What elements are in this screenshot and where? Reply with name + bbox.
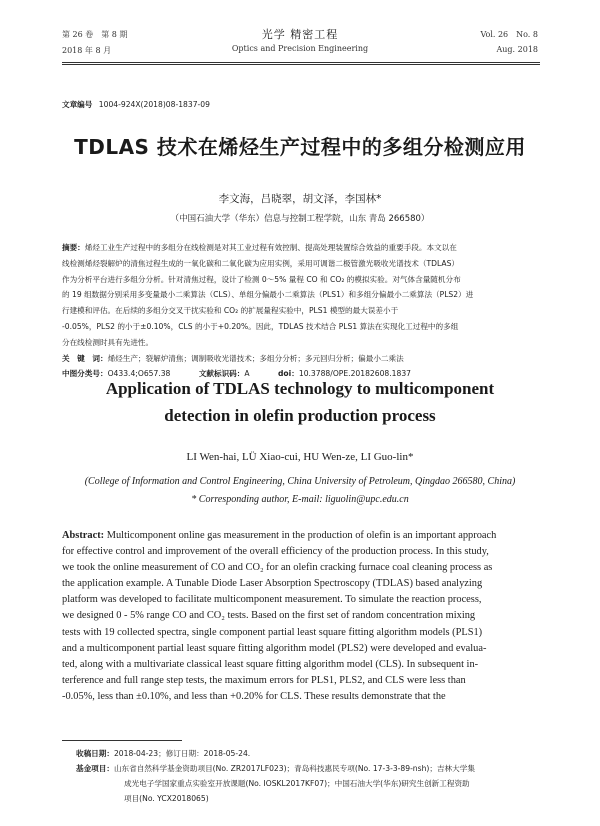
title-en-line: Application of TDLAS technology to multicomponent [105,379,495,398]
corresponding-author: * Corresponding author, E-mail: liguolin@upc.edu.cn [191,494,409,505]
abstract-cn-line: 行建模和评估。在后续的多组分交叉干扰实验和 CO₂ 的扩展量程实验中，PLS1 模型的最大误差小于 [62,306,399,316]
abstract-en-line: terference and full range step tests, the maximum errors for PLS1, PLS2, and CLS were less than [62,674,466,686]
doc-code-value: A [244,369,250,379]
affiliation-cn: （中国石油大学（华东）信息与控制工程学院，山东 青岛 266580） [170,214,430,224]
received-value: 2018-04-23；修订日期：2018-05-24. [113,749,251,758]
abstract-en-line: platform was developed to facilitate multicomponent measurement. To simulate the reaction process, [62,594,482,606]
abstract-cn-line: 分在线检测时具有先进性。 [62,337,154,347]
header-date-cn: 2018 年 8 月 [62,46,112,55]
received-label: 收稿日期： [76,749,114,758]
abstract-en-line: and a multicomponent partial least square fitting algorithm model (PLS2) were developed and evalua- [62,642,487,654]
authors-en: LI Wen-hai, LÜ Xiao-cui, HU Wen-ze, LI Guo-lin* [186,451,414,463]
article-number-value: 1004-924X(2018)08-1837-09 [98,100,210,109]
abstract-cn-line: 作为分析平台进行多组分分析。针对清焦过程，设计了检测 0～5% 量程 CO 和 CO₂ 的模拟实验。对气体含量随机分布 [62,274,461,284]
header-volume-en: Vol. 26 No. 8 [480,30,538,39]
doi-label: doi： [278,369,299,379]
keywords-cn-value: 烯烃生产；裂解炉清焦；调制吸收光谱技术；多组分分析；多元回归分析；偏最小二乘法 [107,353,404,363]
abstract-cn-line: 线检测烯烃裂解炉的清焦过程生成的一氧化碳和二氧化碳为应用实例，采用可调谐二极管激光吸收光谱技术（TDLAS） [62,258,459,268]
abstract-en-line: Multicomponent online gas measurement in the production of olefin is an important approach [106,530,497,541]
title-en-line: detection in olefin production process [164,406,436,425]
clc-label: 中图分类号： [62,369,108,379]
authors-cn: 李文海，吕晓翠，胡文泽，李国林* [218,193,382,205]
abstract-en-line: we designed 0 - 5% range CO and CO₂ tests. Based on the first set of random concentration mixing [62,610,476,622]
title-en [0,375,600,429]
header-volume-cn: 第 26 卷 第 8 期 [62,30,128,39]
fund-line: 项目(No. YCX2018065) [124,794,209,803]
abstract-cn-line: -0.05%，PLS2 的小于±0.10%，CLS 的小于+0.20%。因此，TDLAS 技术结合 PLS1 算法在实现化工过程中的多组 [62,321,459,331]
article-number [62,99,210,110]
footnote [62,746,540,806]
clc-value: O433.4;O657.38 [107,369,171,379]
title-cn: TDLAS 技术在烯烃生产过程中的多组分检测应用 [74,135,526,159]
abstract-en-line: tests with 19 collected spectra, single component partial least square fitting algorithm models (PLS1) [62,626,483,638]
abstract-en-line: ted, along with a multivariate classical least square fitting algorithm model (CLS). In subsequent in- [62,658,479,670]
abstract-cn-line: 的 19 组数据分别采用多变量最小二乘算法（CLS）、单组分偏最小二乘算法（PLS1）和多组分偏最小二乘算法（PLS2）进 [62,290,474,300]
abstract-en-line: -0.05%, less than ±0.10%, and less than +0.20% for CLS. These results demonstrate that the [62,690,446,702]
article-number-label: 文章编号 [62,100,93,109]
doc-code-label: 文献标识码： [198,369,245,379]
abstract-en-label: Abstract: [62,530,105,541]
abstract-en-line: for effective control and improvement of the overall efficiency of the production process. In this study, [62,546,489,558]
doi-value: 10.3788/OPE.20182608.1837 [298,369,411,379]
header-journal-en: Optics and Precision Engineering [231,44,369,53]
abstract-cn-label: 摘要： [62,243,85,252]
header-journal-cn: 光学 精密工程 [261,28,339,41]
header-rule [62,62,540,63]
abstract-en-line: we took the online measurement of CO and CO₂ for an olefin cracking furnace coal cleaning process as [62,562,493,574]
abstract-cn [62,240,540,382]
fund-line: 山东省自然科学基金资助项目(No. ZR2017LF023)；青岛科技惠民专项(No. 17-3-3-89-nsh)；吉林大学集 [113,764,475,773]
header-date-en: Aug. 2018 [496,45,538,54]
fund-line: 成光电子学国家重点实验室开放课题(No. IOSKL2017KF07)；中国石油大学(华东)研究生创新工程资助 [124,779,470,788]
fund-label: 基金项目： [76,764,114,773]
abstract-en-line: the application example. A Tunable Diode Laser Absorption Spectroscopy (TDLAS) based analyzing [62,578,483,590]
keywords-cn-label: 关 键 词： [62,353,108,363]
abstract-en [62,528,540,705]
abstract-cn-line: 烯烃工业生产过程中的多组分在线检测是对其工业过程有效控制、提高处理装置综合效益的重要手段。本文以在 [84,243,457,252]
header-rule-2 [62,64,540,65]
footnote-rule [62,740,182,741]
affiliation-en: (College of Information and Control Engineering, China University of Petroleum, Qingdao 266580, China) [84,476,516,487]
